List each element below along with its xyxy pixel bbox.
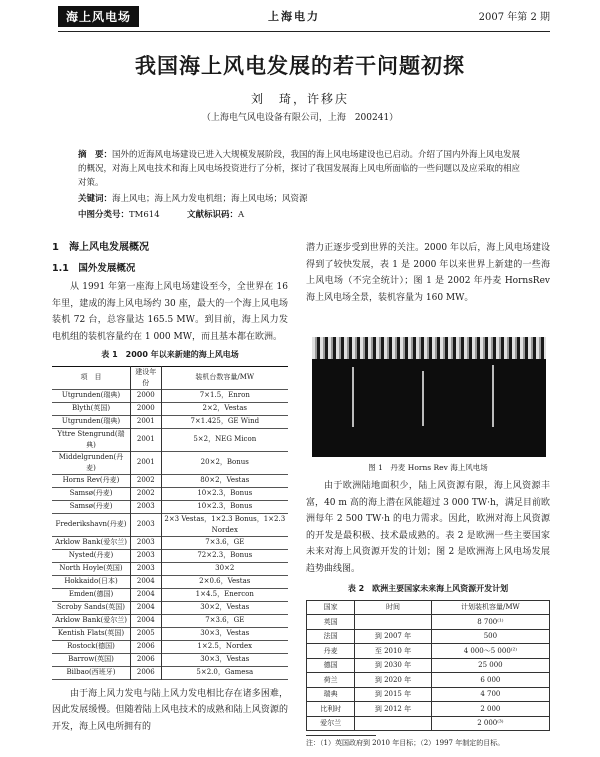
issue-number: 2007 年第 2 期 [478,12,550,23]
table-row [307,615,550,630]
table-cell: 到 2012 年 [355,702,432,717]
table-cell: 2003 [131,549,162,562]
table-row [52,415,288,428]
table-cell [355,615,432,630]
magazine-name: 上海电力 [268,10,320,23]
photo-sky [312,337,546,359]
table-cell: 2002 [131,474,162,487]
table-cell: North Hoyle(英国) [59,564,123,572]
table-cell: 德国 [307,658,355,673]
table-cell: Rostock(德国) [67,642,115,650]
authors: 刘 琦，许移庆 [250,92,349,106]
figure1-caption: 图 1 丹麦 Horns Rev 海上风电场 [368,463,488,472]
doc-code-value: A [238,210,245,220]
table-cell: Middelgrunden(丹麦) [58,452,124,472]
table-header-cell: 项 目 [80,373,102,381]
table-row [52,627,288,640]
table-cell: Samsø(丹麦) [69,502,113,510]
table-cell: 比利时 [307,702,355,717]
table-cell: 500 [431,629,549,644]
table-cell: 到 2020 年 [355,673,432,688]
table1-caption: 表 1 2000 年以来新建的海上风电场 [101,350,239,359]
table-cell: 2005 [131,627,162,640]
paragraph-4: 由于欧洲陆地面积少，陆上风资源有限，海上风资源丰富，40 m 高的海上潜在风能超过 3 000 TW·h，满足目前欧洲每年 2 500 TW·h 的电力需求。因此，欧洲对海上风资源的开发是最积极、技术最成熟的。表 2 是欧洲一些主要国家未来对海上风资源开发的计划；图 2 是欧洲海上风电场发展趋势曲线图。 [306,481,550,574]
table-row [52,513,288,536]
table-header-cell: 建设年份 [131,366,162,389]
table-cell: 2006 [131,653,162,666]
table-cell: 2×0.6，Vestas [161,575,288,588]
table-row [52,389,288,402]
table-row [307,716,550,731]
table-cell: 20×2，Bonus [161,451,288,474]
wind-farm-photo [312,337,546,457]
table-cell: Arklow Bank(爱尔兰) [55,538,127,546]
paragraph-1: 从 1991 年第一座海上风电场建设至今，全世界在 16 年里，建成的海上风电场约 30 座，最大的一个海上风电场装机 72 台，总容量达 165.5 MW。到目前，海上风力发电机组的装机容量约在 1 000 MW，而且基本都在欧洲。 [52,282,288,342]
table-row [307,673,550,688]
turbine-tower [492,365,494,427]
table-cell: Utgrunden(瑞典) [61,417,121,425]
table-cell: 2 000 [431,702,549,717]
table-header-cell: 装机台数容量/MW [161,366,288,389]
abstract-text: 国外的近海风电场建设已进入大规模发展阶段，我国的海上风电场建设也已启动。介绍了国内外海上风电发展的概况，对海上风电技术和海上风电场投资进行了分析，探讨了我国发展海上风电所面临的一些问题以及应采取的相应对策。 [78,150,521,188]
table-row [307,644,550,659]
table-row [52,601,288,614]
page-header [0,6,600,26]
table-cell: 到 2030 年 [355,658,432,673]
table-cell: Nysted(丹麦) [68,551,114,559]
table-cell: 2004 [131,575,162,588]
right-column [306,240,550,306]
table-cell: Utgrunden(瑞典) [61,391,121,399]
footnote-rule [306,735,376,736]
classification [78,208,528,220]
table-row [307,702,550,717]
table-cell: 到 2015 年 [355,687,432,702]
table-cell: 丹麦 [307,644,355,659]
table-row [52,562,288,575]
turbine-tower [352,367,354,427]
table-cell: 2001 [131,415,162,428]
table-cell: 6 000 [431,673,549,688]
table-cell: Samsø(丹麦) [69,489,113,497]
table-cell: 荷兰 [307,673,355,688]
table-cell: 至 2010 年 [355,644,432,659]
keywords [78,192,528,204]
table-cell: 30×3，Vestas [161,627,288,640]
footnote: 注：（1）英国政府到 2010 年目标；（2）1997 年制定的目标。 [306,739,505,747]
table-cell: 5×2.0，Gamesa [161,666,288,679]
table-cell: 2002 [131,487,162,500]
table-cell: 2003 [131,500,162,513]
table-cell: Kentish Flats(英国) [57,629,125,637]
header-rule [58,31,550,32]
table-cell: Barrow(英国) [68,655,114,663]
clc-label: 中图分类号： [78,210,130,220]
clc-value: TM614 [129,210,160,220]
table-cell: Frederikshavn(丹麦) [55,520,127,528]
paragraph-2: 由于海上风力发电与陆上风力发电相比存在诸多困难，因此发展缓慢。但随着陆上风电技术的成熟和陆上风资源的开发，海上风电所拥有的 [52,688,288,732]
table-row [52,614,288,627]
table-cell: 80×2，Vestas [161,474,288,487]
right-column-lower [306,478,550,731]
table-cell: Yttre Stengrund(瑞典) [57,429,125,449]
table-cell: 2001 [131,428,162,451]
table-row [52,549,288,562]
table-row [52,653,288,666]
table-cell: Horns Rev(丹麦) [62,476,120,484]
table-cell: 2001 [131,451,162,474]
paragraph-3: 潜力正逐步受到世界的关注。2000 年以后，海上风电场建设得到了较快发展，表 1 是 2000 年以来世界上新建的一些海上风电场（不完全统计）；图 1 是 2002 年丹麦 HornsRev 海上风电场全景，装机容量为 160 MW。 [306,243,550,303]
table-cell: Arklow Bank(爱尔兰) [55,616,127,624]
table-header-cell: 时间 [355,600,432,615]
table-cell: 瑞典 [307,687,355,702]
table-cell: 25 000 [431,658,549,673]
table-cell: Bilbao(西班牙) [66,668,116,676]
table-cell: 2006 [131,640,162,653]
table-cell: 2003 [131,562,162,575]
table-row [52,536,288,549]
table-cell: 10×2.3，Bonus [161,500,288,513]
table-cell: 英国 [307,615,355,630]
abstract-label: 摘 要： [78,150,113,160]
table-cell: 8 700⁽¹⁾ [431,615,549,630]
table-cell: 到 2007 年 [355,629,432,644]
table-cell: 2003 [131,536,162,549]
abstract [78,148,528,190]
table-header-cell: 国家 [307,600,355,615]
table-row [52,428,288,451]
doc-code-label: 文献标识码： [187,210,239,220]
table-cell: 7×1.5，Enron [161,389,288,402]
table-cell: 2×2，Vestas [161,402,288,415]
table-cell: Hokkaido(日本) [64,577,118,585]
article-title: 我国海上风电发展的若干问题初探 [135,54,465,78]
table-row [52,575,288,588]
table-cell: 2000 [131,389,162,402]
table2 [306,600,550,732]
keywords-label: 关键词： [78,194,113,204]
table-row [52,474,288,487]
table-cell: 30×2 [161,562,288,575]
table-cell: Scroby Sands(英国) [57,603,125,611]
table-cell: 2006 [131,666,162,679]
table-cell: Blyth(英国) [71,404,111,412]
table-cell: 5×2，NEG Micon [161,428,288,451]
table-cell: 2×3 Vestas，1×2.3 Bonus，1×2.3 Nordex [161,513,288,536]
table-cell: 30×3，Vestas [161,653,288,666]
table-row [52,402,288,415]
table-cell: 爱尔兰 [307,716,355,731]
table-cell: 1×2.5，Nordex [161,640,288,653]
subsection-heading: 1.1 国外发展概况 [52,262,136,274]
table-cell: 4 000～5 000⁽²⁾ [431,644,549,659]
table-cell: 2 000⁽³⁾ [431,716,549,731]
table-row [52,500,288,513]
table-cell: 2004 [131,614,162,627]
table-row [52,487,288,500]
table-cell [355,716,432,731]
section-tag: 海上风电场 [58,6,139,27]
table-cell: 2000 [131,402,162,415]
table-cell: 2004 [131,601,162,614]
table-cell: 10×2.3，Bonus [161,487,288,500]
table1 [52,366,288,680]
table-cell: 法国 [307,629,355,644]
table-cell: 2004 [131,588,162,601]
turbine-tower [422,371,424,426]
table2-caption: 表 2 欧洲主要国家未来海上风资源开发计划 [347,584,509,593]
keywords-text: 海上风电；海上风力发电机组；海上风电场；风资源 [112,194,308,204]
table-row [307,658,550,673]
table-row [52,588,288,601]
affiliation: （上海电气风电设备有限公司，上海 200241） [201,113,399,123]
table-row [52,451,288,474]
table-row [52,666,288,679]
table-cell: 4 700 [431,687,549,702]
left-column [52,240,288,735]
table-row [307,629,550,644]
table-cell: 1×4.5，Enercon [161,588,288,601]
table-cell: Emden(德国) [68,590,114,598]
table-row [307,687,550,702]
table-cell: 30×2，Vestas [161,601,288,614]
table-cell: 72×2.3，Bonus [161,549,288,562]
section-heading: 1 海上风电发展概况 [52,242,149,253]
table-row [52,640,288,653]
table-cell: 7×3.6，GE [161,614,288,627]
table-cell: 7×1.425，GE Wind [161,415,288,428]
table-cell: 2003 [131,513,162,536]
table-header-cell: 计划装机容量/MW [431,600,549,615]
table-cell: 7×3.6，GE [161,536,288,549]
